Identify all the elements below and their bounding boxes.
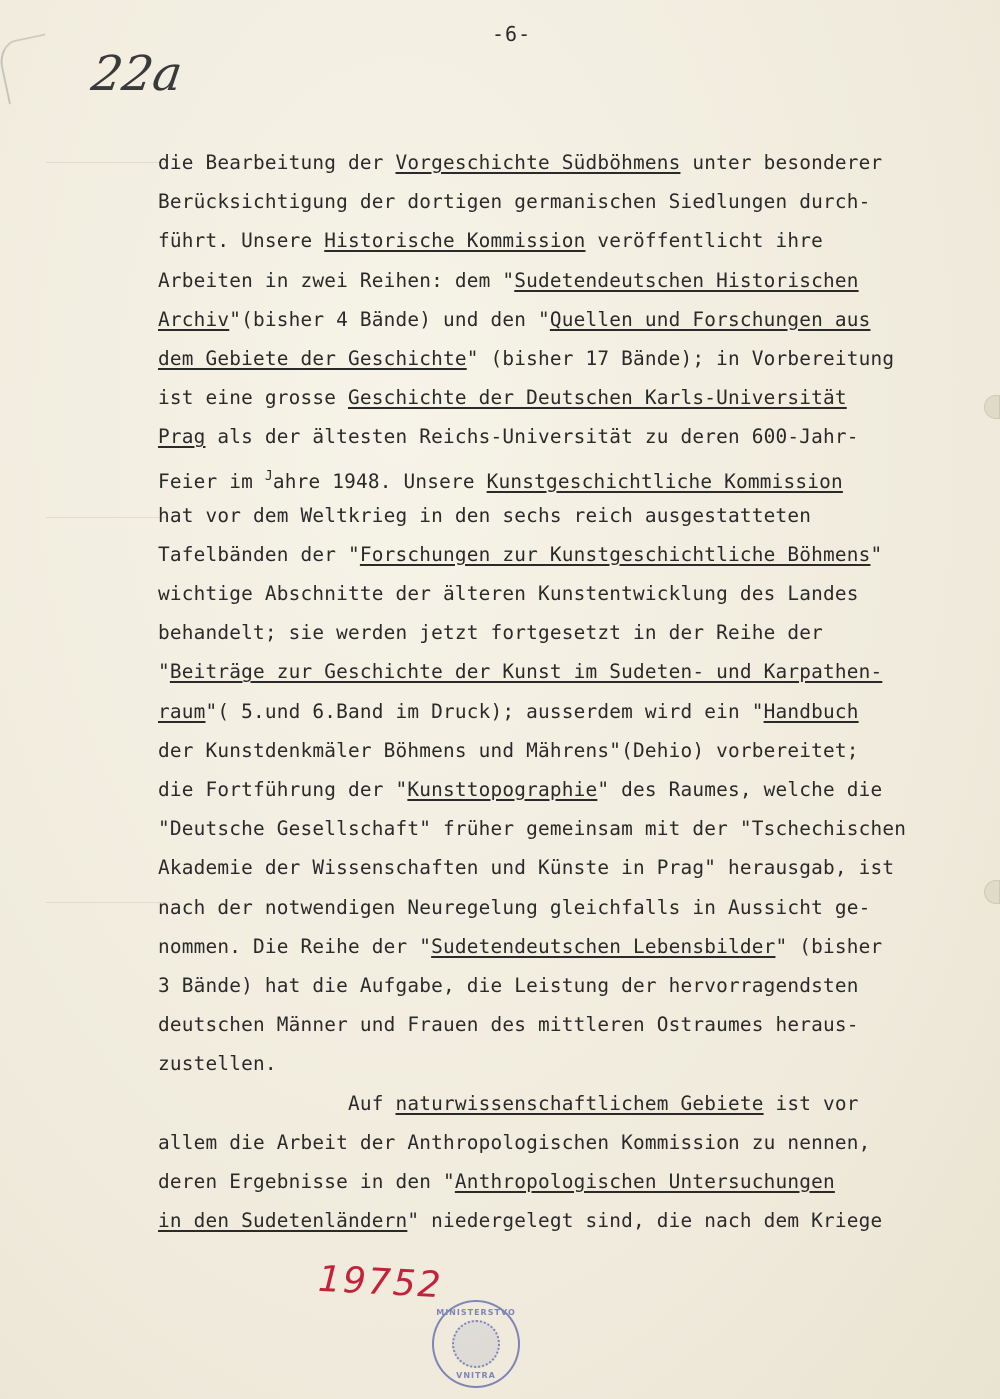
text-line: [158, 300, 938, 339]
pencil-stroke-mark: [0, 33, 58, 104]
text-segment: ist vor: [763, 1091, 859, 1115]
text-segment: deutschen Männer und Frauen des mittleren Ostraumes heraus-: [158, 1013, 859, 1037]
text-line: [158, 182, 938, 221]
text-line: [158, 613, 938, 652]
text-segment: als der ältesten Reichs-Universität zu deren 600-Jahr-: [205, 425, 859, 449]
text-segment: veröffentlicht ihre: [585, 229, 823, 253]
text-line: [158, 261, 938, 300]
text-segment: " niedergelegt sind, die nach dem Kriege: [407, 1209, 883, 1233]
text-segment: unter besonderer: [680, 151, 883, 174]
underlined-title: Geschichte der Deutschen Karls-Universität: [348, 386, 847, 410]
bleed-through-mark: [46, 890, 166, 903]
text-segment: ahre 1948. Unsere: [272, 469, 487, 493]
text-line: [158, 339, 938, 378]
handwritten-folio-mark: 22a: [88, 46, 186, 102]
underlined-title: Sudetendeutschen Historischen: [514, 268, 859, 292]
text-segment: "Deutsche Gesellschaft" früher gemeinsam mit der "Tschechischen: [158, 817, 907, 841]
underlined-title: Forschungen zur Kunstgeschichtliche Böhmens: [359, 542, 871, 566]
underlined-title: naturwissenschaftlichem Gebiete: [395, 1091, 764, 1115]
text-segment: ": [158, 660, 170, 684]
text-segment: " (bisher: [775, 934, 883, 958]
underlined-title: Handbuch: [763, 699, 859, 723]
text-segment: die Fortführung der ": [158, 778, 408, 801]
text-segment: hat vor dem Weltkrieg in den sechs reich ausgestatteten: [158, 503, 812, 527]
text-line: [158, 221, 938, 260]
text-line: [158, 731, 938, 770]
text-segment: nach der notwendigen Neuregelung gleichfalls in Aussicht ge-: [158, 895, 871, 919]
text-segment: wichtige Abschnitte der älteren Kunstentwicklung des Landes: [158, 582, 859, 606]
text-line: [158, 1123, 938, 1162]
text-line: [158, 1162, 938, 1201]
text-line: [158, 1044, 938, 1083]
text-segment: der Kunstdenkmäler Böhmens und Mährens"(Dehio) vorbereitet;: [158, 738, 859, 762]
bleed-through-mark: [46, 505, 166, 518]
text-line: [158, 888, 938, 927]
text-segment: zustellen.: [158, 1052, 277, 1076]
text-line: [158, 809, 938, 848]
underlined-title: Archiv: [158, 307, 230, 331]
text-line: [158, 770, 938, 809]
seal-emblem-icon: [452, 1320, 500, 1368]
underlined-title: Sudetendeutschen Lebensbilder: [431, 934, 776, 958]
text-segment: behandelt; sie werden jetzt fortgesetzt in der Reihe der: [158, 621, 823, 645]
punch-hole: [984, 395, 1000, 419]
text-line: [158, 848, 938, 887]
text-segment: Auf: [158, 1091, 396, 1115]
red-stamp-number: 19752: [317, 1258, 444, 1307]
seal-text-bottom: VNITRA: [456, 1371, 496, 1380]
text-line: [158, 927, 938, 966]
text-segment: Berücksichtigung der dortigen germanischen Siedlungen durch-: [158, 190, 871, 214]
text-line: [158, 1201, 938, 1240]
underlined-title: dem Gebiete der Geschichte: [158, 346, 467, 370]
underlined-title: Kunsttopographie: [407, 778, 598, 801]
text-line: [158, 143, 938, 182]
text-line: [158, 1005, 938, 1044]
underlined-title: Historische Kommission: [324, 229, 586, 253]
text-segment: die Bearbeitung der: [158, 151, 396, 174]
text-segment: ist eine grosse: [158, 386, 348, 410]
text-segment: Arbeiten in zwei Reihen: dem ": [158, 268, 515, 292]
text-line: [158, 417, 938, 456]
underlined-title: Kunstgeschichtliche Kommission: [486, 469, 843, 493]
underlined-title: Quellen und Forschungen aus: [549, 307, 871, 331]
text-segment: allem die Arbeit der Anthropologischen Kommission zu nennen,: [158, 1130, 871, 1154]
text-line: [158, 574, 938, 613]
text-segment: führt. Unsere: [158, 229, 325, 253]
text-segment: " (bisher 17 Bände); in Vorbereitung: [466, 346, 895, 370]
text-segment: Akademie der Wissenschaften und Künste in Prag" herausgab, ist: [158, 856, 895, 880]
text-line: [158, 966, 938, 1005]
bleed-through-mark: [46, 150, 166, 163]
text-segment: "( 5.und 6.Band im Druck); ausserdem wird ein ": [205, 699, 764, 723]
text-line: [158, 692, 938, 731]
underlined-title: Vorgeschichte Südböhmens: [395, 151, 681, 174]
ministry-seal-stamp: [432, 1300, 520, 1388]
text-line: [158, 457, 938, 496]
text-line: [158, 496, 938, 535]
underlined-title: in den Sudetenländern: [158, 1209, 408, 1233]
text-line: [158, 378, 938, 417]
typewritten-body-text: [158, 143, 938, 1240]
text-line: [158, 535, 938, 574]
text-segment: nommen. Die Reihe der ": [158, 934, 432, 958]
text-segment: Tafelbänden der ": [158, 542, 360, 566]
page-number: -6-: [492, 22, 532, 46]
text-segment: ": [870, 542, 883, 566]
text-segment: Feier im: [158, 469, 265, 493]
text-segment: deren Ergebnisse in den ": [158, 1169, 455, 1193]
text-line: [158, 1084, 938, 1123]
raised-letter: J: [264, 468, 273, 484]
text-segment: 3 Bände) hat die Aufgabe, die Leistung der hervorragendsten: [158, 973, 859, 997]
underlined-title: Anthropologischen Untersuchungen: [454, 1169, 835, 1193]
text-line: [158, 652, 938, 691]
underlined-title: Beiträge zur Geschichte der Kunst im Sudeten- und Karpathen-: [169, 660, 883, 684]
underlined-title: raum: [158, 699, 206, 723]
text-segment: " des Raumes, welche die: [597, 778, 883, 801]
seal-text-top: MINISTERSTVO: [436, 1308, 516, 1317]
punch-hole: [984, 880, 1000, 904]
underlined-title: Prag: [158, 425, 206, 449]
text-segment: "(bisher 4 Bände) und den ": [229, 307, 550, 331]
